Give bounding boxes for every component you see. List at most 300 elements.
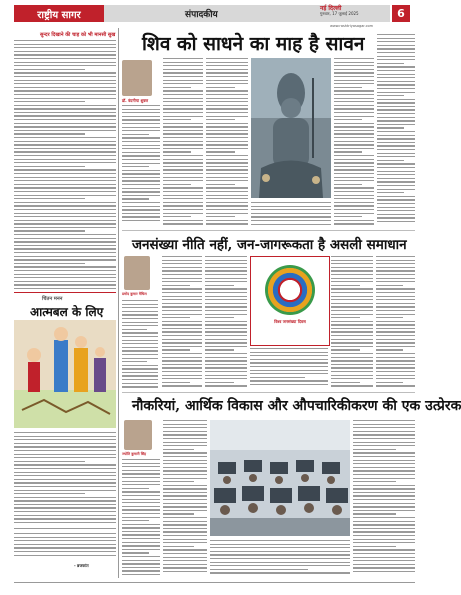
text-line [14, 472, 116, 473]
text-line [14, 133, 85, 134]
text-line [14, 80, 116, 81]
text-line [14, 47, 116, 48]
text-line [122, 220, 160, 221]
text-line [122, 368, 158, 369]
text-line [205, 349, 234, 350]
text-line [377, 192, 404, 193]
text-line [377, 156, 415, 157]
text-line [163, 177, 203, 178]
text-line [353, 445, 415, 446]
text-line [122, 534, 160, 535]
text-line [162, 299, 202, 300]
text-line [376, 267, 415, 268]
text-line [163, 65, 203, 66]
text-line [377, 178, 415, 179]
text-line [334, 133, 374, 134]
text-line [163, 431, 207, 432]
text-line [163, 119, 191, 120]
text-line [206, 90, 248, 91]
text-line [14, 274, 116, 275]
text-line [334, 94, 374, 95]
text-line [163, 420, 207, 421]
text-line [163, 90, 203, 91]
text-line [376, 260, 415, 261]
text-line [205, 317, 234, 318]
text-line [353, 470, 415, 471]
feature-text [14, 432, 116, 528]
text-line [14, 54, 116, 55]
footer-rule [14, 582, 415, 583]
text-line [163, 141, 203, 142]
text-line [377, 63, 404, 64]
text-line [14, 500, 116, 501]
text-line [205, 353, 247, 354]
text-line [14, 234, 116, 235]
text-line [377, 181, 415, 182]
text-line [163, 539, 207, 540]
text-line [353, 517, 415, 518]
text-line [14, 259, 116, 260]
text-line [377, 160, 404, 161]
text-line [162, 375, 202, 376]
text-line [331, 292, 373, 293]
text-line [353, 560, 415, 561]
text-line [14, 547, 116, 548]
text-line [163, 524, 207, 525]
text-line [122, 574, 160, 575]
text-line [206, 141, 248, 142]
text-line [205, 371, 247, 372]
text-line [122, 318, 158, 319]
text-line [163, 463, 207, 464]
text-line [334, 90, 374, 91]
text-line [334, 205, 374, 206]
text-line [162, 357, 202, 358]
text-line [14, 450, 116, 451]
text-line [210, 562, 350, 563]
text-line [122, 116, 160, 117]
text-line [331, 324, 373, 325]
text-line [122, 202, 160, 203]
text-line [14, 101, 85, 102]
article1-photo-text [251, 202, 331, 228]
text-line [210, 544, 350, 545]
text-line [14, 202, 116, 203]
text-line [376, 303, 415, 304]
text-line [331, 360, 373, 361]
text-line [14, 256, 116, 257]
text-line [206, 101, 248, 102]
text-line [162, 346, 202, 347]
left-divider [14, 292, 116, 293]
text-line [206, 126, 248, 127]
text-line [14, 141, 116, 142]
text-line [334, 98, 374, 99]
text-line [206, 220, 248, 221]
text-line [122, 495, 160, 496]
text-line [376, 378, 415, 379]
text-line [163, 98, 203, 99]
text-line [377, 117, 415, 118]
text-line [206, 202, 248, 203]
text-line [377, 109, 415, 110]
text-line [205, 270, 247, 271]
text-line [163, 116, 203, 117]
text-line [122, 325, 158, 326]
text-line [122, 206, 160, 207]
text-line [331, 274, 373, 275]
text-line [206, 112, 248, 113]
text-line [334, 83, 374, 84]
text-line [163, 535, 207, 536]
text-line [162, 288, 202, 289]
text-line [334, 126, 374, 127]
text-line [334, 141, 374, 142]
text-line [334, 216, 362, 217]
text-line [14, 464, 116, 465]
text-line [353, 524, 415, 525]
text-line [206, 177, 248, 178]
text-line [162, 285, 190, 286]
text-line [353, 539, 415, 540]
text-line [122, 383, 158, 384]
text-line [163, 151, 191, 152]
text-line [163, 424, 207, 425]
text-line [14, 155, 116, 156]
text-line [251, 209, 331, 210]
text-line [353, 478, 415, 479]
text-line [331, 296, 373, 297]
text-line [205, 360, 247, 361]
text-line [377, 127, 404, 128]
text-line [331, 331, 373, 332]
text-line [205, 306, 247, 307]
text-line [122, 350, 158, 351]
text-line [14, 490, 116, 491]
text-line [163, 112, 203, 113]
text-line [205, 285, 234, 286]
text-line [14, 252, 116, 253]
text-line [14, 238, 116, 239]
text-line [14, 184, 116, 185]
text-line [353, 438, 415, 439]
text-line [14, 540, 116, 541]
text-line [250, 366, 328, 367]
text-line [210, 558, 350, 559]
text-line [205, 260, 247, 261]
text-line [353, 557, 415, 558]
text-line [376, 299, 415, 300]
text-line [206, 184, 235, 185]
text-line [376, 274, 415, 275]
text-line [331, 353, 373, 354]
text-line [162, 270, 202, 271]
text-line [122, 531, 160, 532]
text-line [163, 456, 207, 457]
text-line [331, 328, 373, 329]
text-line [353, 481, 396, 482]
text-line [206, 198, 248, 199]
text-line [206, 180, 248, 181]
text-line [353, 499, 415, 500]
text-line [353, 528, 415, 529]
text-line [334, 220, 374, 221]
text-line [14, 198, 85, 199]
text-line [353, 452, 415, 453]
text-line [14, 159, 116, 160]
text-line [163, 528, 207, 529]
text-line [334, 130, 374, 131]
text-line [122, 300, 158, 301]
text-line [377, 102, 415, 103]
text-line [14, 213, 116, 214]
text-line [122, 473, 160, 474]
text-line [14, 468, 116, 469]
text-line [377, 95, 404, 96]
text-line [206, 58, 248, 59]
text-line [376, 349, 403, 350]
text-line [122, 141, 160, 142]
text-line [353, 535, 415, 536]
text-line [122, 481, 160, 482]
text-line [334, 173, 374, 174]
text-line [353, 510, 415, 511]
text-line [162, 360, 202, 361]
text-line [163, 180, 203, 181]
text-line [162, 317, 190, 318]
text-line [122, 177, 160, 178]
text-line [376, 339, 415, 340]
text-line [163, 517, 207, 518]
text-line [162, 324, 202, 325]
feature-footer-box [14, 528, 116, 579]
text-line [14, 475, 116, 476]
text-line [376, 342, 415, 343]
text-line [250, 370, 328, 371]
text-line [14, 126, 116, 127]
text-line [122, 170, 160, 171]
text-line [334, 62, 374, 63]
text-line [163, 137, 203, 138]
text-line [163, 506, 207, 507]
text-line [122, 365, 158, 366]
text-line [376, 296, 415, 297]
text-line [331, 263, 373, 264]
text-line [206, 209, 248, 210]
text-line [205, 292, 247, 293]
text-line [250, 373, 328, 374]
text-line [14, 148, 116, 149]
text-line [163, 513, 194, 514]
text-line [162, 328, 202, 329]
text-line [14, 44, 116, 45]
text-line [162, 385, 202, 386]
text-line [14, 216, 116, 217]
text-line [163, 499, 207, 500]
text-line [14, 518, 116, 519]
text-line [377, 196, 415, 197]
text-line [206, 216, 235, 217]
text-line [14, 58, 116, 59]
text-line [122, 354, 158, 355]
text-line [331, 303, 373, 304]
text-line [376, 256, 415, 257]
text-line [377, 138, 415, 139]
text-line [162, 281, 202, 282]
text-line [122, 499, 160, 500]
text-line [122, 477, 160, 478]
text-line [334, 177, 374, 178]
text-line [14, 515, 116, 516]
text-line [377, 77, 415, 78]
text-line [122, 159, 160, 160]
text-line [14, 248, 116, 249]
text-line [206, 119, 235, 120]
text-line [377, 131, 415, 132]
text-line [334, 65, 374, 66]
text-line [331, 342, 373, 343]
text-line [162, 306, 202, 307]
text-line [122, 513, 160, 514]
text-line [377, 167, 415, 168]
text-line [14, 220, 116, 221]
text-line [206, 159, 248, 160]
text-line [377, 56, 415, 57]
text-line [122, 570, 160, 571]
text-line [376, 328, 415, 329]
text-line [122, 173, 160, 174]
text-line [353, 542, 415, 543]
text-line [206, 108, 248, 109]
text-line [250, 380, 328, 381]
text-line [122, 545, 160, 546]
text-line [377, 153, 415, 154]
text-line [206, 187, 248, 188]
text-line [14, 62, 116, 63]
article2-logo-box [250, 256, 330, 346]
text-line [122, 332, 158, 333]
text-line [14, 119, 116, 120]
feature-title: आत्मबल के लिए [30, 305, 104, 319]
text-line [353, 495, 415, 496]
text-line [163, 531, 207, 532]
text-line [122, 567, 160, 568]
text-line [251, 213, 331, 214]
text-line [353, 431, 415, 432]
text-line [14, 555, 116, 556]
text-line [206, 151, 235, 152]
website: www.rashtriyasagar.com [330, 24, 374, 28]
text-line [163, 553, 207, 554]
text-line [163, 126, 203, 127]
text-line [353, 424, 415, 425]
text-line [122, 134, 149, 135]
article1-col1 [122, 105, 160, 225]
text-line [163, 69, 203, 70]
text-line [122, 123, 160, 124]
text-line [122, 538, 160, 539]
article2-col4 [331, 256, 373, 390]
text-line [14, 241, 116, 242]
text-line [377, 59, 415, 60]
text-line [163, 195, 203, 196]
text-line [163, 83, 203, 84]
text-line [122, 314, 158, 315]
text-line [206, 130, 248, 131]
text-line [334, 184, 362, 185]
text-line [122, 463, 160, 464]
text-line [14, 137, 116, 138]
text-line [376, 281, 415, 282]
text-line [163, 58, 203, 59]
text-line [205, 288, 247, 289]
article2-col2 [162, 256, 202, 390]
text-line [163, 198, 203, 199]
text-line [122, 105, 160, 106]
text-line [377, 171, 415, 172]
text-line [331, 357, 373, 358]
text-line [163, 503, 207, 504]
text-line [205, 299, 247, 300]
text-line [122, 304, 158, 305]
text-line [14, 76, 116, 77]
text-line [205, 321, 247, 322]
text-line [163, 470, 207, 471]
section-title: संपादकीय [185, 10, 218, 20]
text-line [162, 367, 202, 368]
text-line [122, 112, 160, 113]
text-line [206, 191, 248, 192]
text-line [331, 367, 373, 368]
text-line [250, 355, 328, 356]
text-line [205, 335, 247, 336]
text-line [14, 90, 116, 91]
article1-col4 [334, 58, 374, 228]
text-line [14, 281, 116, 282]
text-line [205, 303, 247, 304]
text-line [206, 65, 248, 66]
text-line [353, 434, 415, 435]
text-line [122, 145, 160, 146]
text-line [205, 385, 247, 386]
text-line [205, 375, 247, 376]
text-line [334, 116, 374, 117]
article2-logo-text [250, 348, 328, 390]
text-line [251, 202, 331, 203]
text-line [206, 213, 248, 214]
text-line [376, 371, 415, 372]
text-line [206, 144, 248, 145]
text-line [14, 245, 116, 246]
text-line [122, 459, 160, 460]
text-line [163, 445, 207, 446]
text-line [377, 81, 415, 82]
text-line [353, 492, 415, 493]
text-line [14, 98, 116, 99]
text-line [205, 256, 247, 257]
text-line [14, 511, 116, 512]
text-line [334, 213, 374, 214]
text-line [334, 151, 362, 152]
text-line [122, 343, 158, 344]
text-line [14, 457, 116, 458]
text-line [163, 133, 203, 134]
text-line [14, 123, 116, 124]
text-line [334, 123, 374, 124]
text-line [163, 571, 207, 572]
text-line [122, 347, 158, 348]
shiva-statue-photo [251, 58, 331, 198]
